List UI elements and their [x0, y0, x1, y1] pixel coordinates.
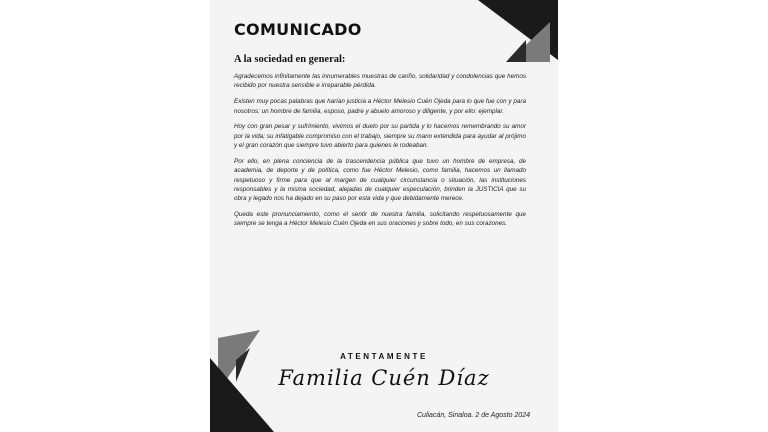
paragraph-4: Por ello, en plena conciencia de la trascendencia pública que tuvo un hombre de empresa, de academia, de deporte y de política, como fue Héctor Melesio, como familia, hacemos un llamado respetuoso y firme para que al margen de cualquier circunstancia o situación, las instituciones responsables y la misma sociedad, alejadas de cualquier especulación, brinden la JUSTICIA que su obra y legado nos ha dejado en su paso por esta vida y que debidamente merece.: [234, 157, 526, 203]
closing-line: ATENTAMENTE: [340, 352, 428, 361]
paragraph-1: Agradecemos infinitamente las innumerables muestras de cariño, solidaridad y condolencias que hemos recibido por nuestra sensible e irreparable pérdida.: [234, 73, 526, 90]
document-body: [234, 72, 526, 235]
communique-page: [210, 0, 558, 432]
paragraph-2: Existen muy pocas palabras que harían justicia a Héctor Melesio Cuén Ojeda para lo que fue con y para nosotros: un hombre de familia, esposo, padre y abuelo amoroso y diligente, y por ello: ejemplar.: [234, 98, 526, 115]
document-title: COMUNICADO: [234, 20, 362, 39]
dark-triangle-top-small: [506, 40, 526, 62]
paragraph-5: Queda este pronunciamiento, como el sentir de nuestra familia, solicitando respetuosamente que siempre se tenga a Héctor Melesio Cuén Ojeda en sus oraciones y sobre todo, en sus corazones.: [234, 211, 526, 228]
salutation: A la sociedad en general:: [234, 54, 346, 65]
place-and-date: Culiacán, Sinaloa. 2 de Agosto 2024: [417, 412, 530, 419]
family-signature: Familia Cuén Díaz: [278, 366, 490, 390]
paragraph-3: Hoy con gran pesar y sufrimiento, vivimos el duelo por su partida y lo hacemos remembrando su amor por la vida; su infatigable compromiso con el trabajo, siempre su mano extendida para ayudar al prójimo y el gran corazón que siempre tuvo abierto para quienes le rodeaban.: [234, 123, 526, 150]
